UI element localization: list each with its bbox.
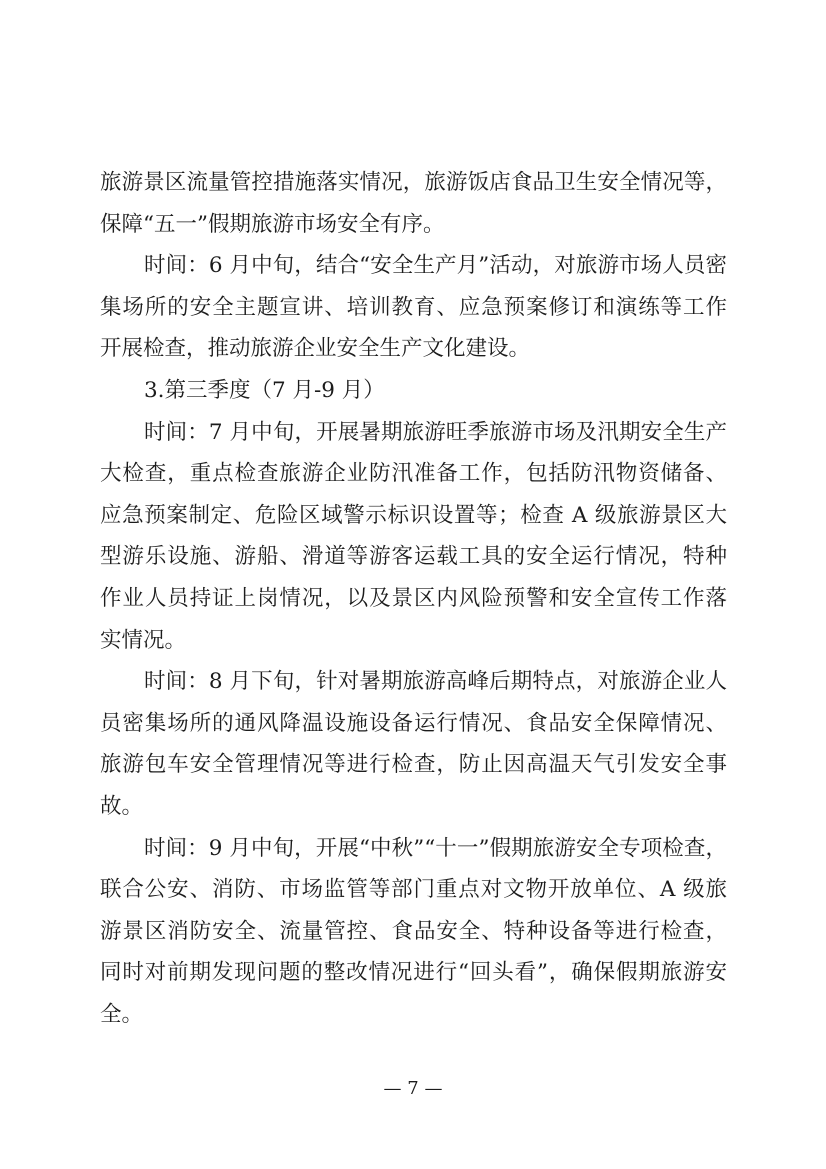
paragraph-continuation (100, 162, 727, 245)
body-line: 大检查，重点检查旅游企业防汛准备工作，包括防汛物资储备、 (100, 461, 727, 487)
body-line: 保障“五一”假期旅游市场安全有序。 (100, 211, 445, 237)
body-line: 同时对前期发现问题的整改情况进行“回头看”，确保假期旅游安 (100, 960, 727, 986)
body-line: 应急预案制定、危险区域警示标识设置等；检查 A 级旅游景区大 (100, 502, 727, 528)
document-body (100, 162, 727, 1035)
body-line: 游景区消防安全、流量管控、食品安全、特种设备等进行检查， (100, 918, 727, 944)
body-line: 集场所的安全主题宣讲、培训教育、应急预案修订和演练等工作 (100, 294, 727, 320)
body-line: 实情况。 (100, 627, 187, 653)
body-line: 全。 (100, 1001, 144, 1027)
body-line: 开展检查，推动旅游企业安全生产文化建设。 (100, 336, 531, 362)
body-line: 联合公安、消防、市场监管等部门重点对文物开放单位、A 级旅 (100, 877, 727, 903)
page-number: — 7 — (383, 1078, 443, 1099)
body-line: 旅游景区流量管控措施落实情况，旅游饭店食品卫生安全情况等， (100, 170, 727, 195)
paragraph-july (100, 412, 727, 662)
body-line: 时间：9 月中旬，开展“中秋”“十一”假期旅游安全专项检查， (144, 835, 727, 861)
body-line: 员密集场所的通风降温设施设备运行情况、食品安全保障情况、 (100, 710, 727, 736)
paragraph-september (100, 828, 727, 1036)
body-line: 时间：7 月中旬，开展暑期旅游旺季旅游市场及汛期安全生产 (144, 419, 727, 445)
body-line: 旅游包车安全管理情况等进行检查，防止因高温天气引发安全事 (100, 752, 727, 778)
paragraph-august (100, 661, 727, 827)
body-line: 时间：6 月中旬，结合“安全生产月”活动，对旅游市场人员密 (144, 253, 727, 279)
body-line: 型游乐设施、游船、滑道等游客运载工具的安全运行情况，特种 (100, 544, 727, 570)
body-line: 时间：8 月下旬，针对暑期旅游高峰后期特点，对旅游企业人 (144, 669, 727, 695)
paragraph-june (100, 245, 727, 370)
section-heading (100, 370, 727, 412)
section-heading-text: 3.第三季度（7 月-9 月） (144, 377, 385, 403)
body-line: 故。 (100, 793, 144, 819)
body-line: 作业人员持证上岗情况，以及景区内风险预警和安全宣传工作落 (100, 585, 727, 611)
